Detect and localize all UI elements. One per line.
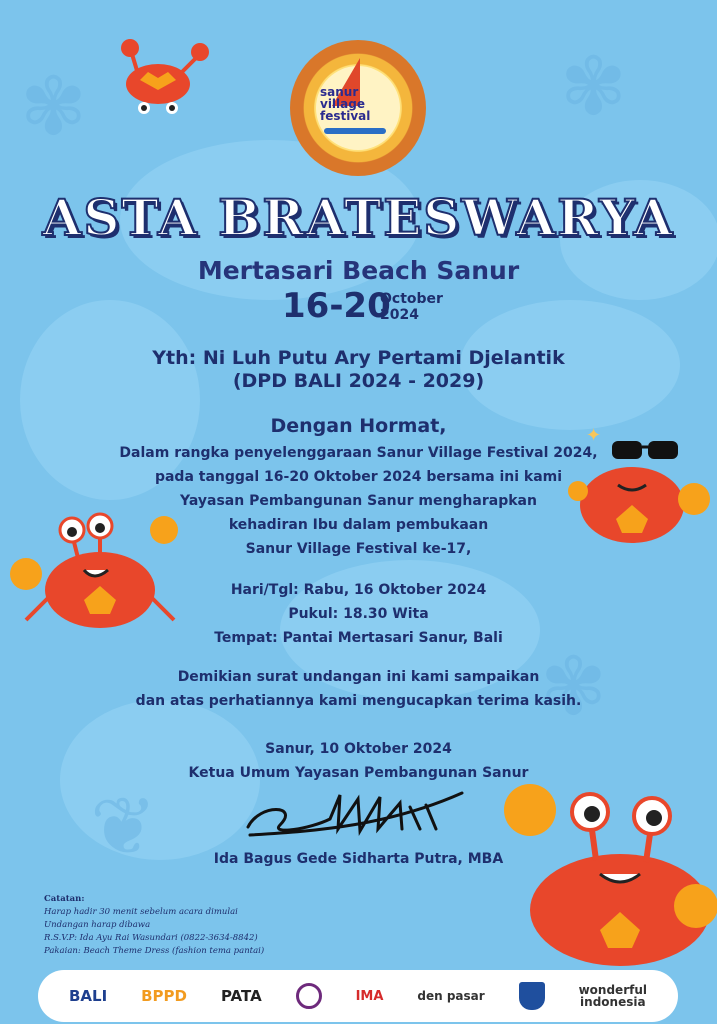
detail-place: Tempat: Pantai Mertasari Sanur, Bali: [214, 630, 503, 646]
sponsor-government-crest: [519, 982, 545, 1010]
sponsor-label: wonderful: [578, 983, 647, 997]
sponsor-bali-tourism-board: [69, 987, 107, 1005]
emblem-icon: [296, 983, 322, 1009]
sponsor-pata: [221, 987, 262, 1005]
signer-title: Ketua Umum Yayasan Pembangunan Sanur: [188, 765, 529, 781]
logo-line: sanur: [320, 85, 359, 99]
wave-icon: [324, 128, 386, 134]
event-details: [0, 578, 717, 650]
body-line: kehadiran Ibu dalam pembukaan: [228, 517, 489, 533]
event-venue: Mertasari Beach Sanur: [197, 256, 520, 285]
body-line: Dalam rangka penyelenggaraan Sanur Village Festival 2024,: [119, 445, 598, 461]
sponsor-label: BALI: [68, 987, 108, 1005]
coral-icon: ❦: [90, 780, 158, 873]
closing: [0, 665, 717, 713]
detail-day-date: Hari/Tgl: Rabu, 16 Oktober 2024: [230, 582, 487, 598]
event-dates: 16-20: [282, 286, 391, 326]
recipient: [0, 347, 717, 393]
sign-block: [0, 737, 717, 785]
signer-name: Ida Bagus Gede Sidharta Putra, MBA: [213, 851, 504, 867]
coral-icon: ✾: [560, 40, 628, 133]
sponsor-wonderful-indonesia: [579, 984, 647, 1008]
sponsor-bppd: [141, 987, 187, 1005]
event-month-year: [380, 291, 443, 323]
body-line: Sanur Village Festival ke-17,: [245, 541, 472, 557]
note-item: Pakaian: Beach Theme Dress (fashion tema pantai): [44, 946, 265, 956]
greeting: Dengan Hormat,: [270, 415, 447, 437]
festival-logo: [290, 40, 426, 176]
crab-icon: [100, 28, 220, 118]
svg-text:✦: ✦: [586, 425, 602, 446]
event-month: October: [380, 291, 443, 307]
letter-body: [0, 441, 717, 561]
logo-text: [320, 86, 398, 122]
logo-line: festival: [320, 109, 371, 123]
notes: [44, 893, 264, 958]
sponsor-label: indonesia: [580, 995, 646, 1009]
sponsor-label: PATA: [220, 987, 262, 1005]
note-item: Harap hadir 30 menit sebelum acara dimulai: [44, 907, 238, 917]
closing-line: dan atas perhatiannya kami mengucapkan terima kasih.: [135, 693, 582, 709]
body-line: Yayasan Pembangunan Sanur mengharapkan: [180, 493, 537, 509]
sponsor-label: IMA: [355, 988, 384, 1004]
coral-icon: ✾: [20, 60, 88, 153]
sponsor-denpasar: [417, 989, 484, 1003]
sponsor-ima: [356, 989, 384, 1004]
logo-line: village: [320, 97, 365, 111]
sponsor-label: den pasar: [417, 989, 485, 1003]
notes-heading: Catatan:: [44, 894, 85, 904]
event-title: ASTA BRATESWARYA: [42, 188, 675, 247]
place-date: Sanur, 10 Oktober 2024: [265, 741, 452, 757]
note-item: R.S.V.P: Ida Ayu Rai Wasundari (0822-3634-8842): [44, 933, 258, 943]
crab-icon: [500, 770, 717, 970]
coral-icon: ✾: [540, 640, 608, 733]
note-item: Undangan harap dibawa: [44, 920, 151, 930]
recipient-position: (DPD BALI 2024 - 2029): [232, 370, 485, 392]
sponsor-label: BPPD: [141, 987, 187, 1005]
crest-icon: [519, 982, 545, 1010]
sponsor-emblem: [296, 983, 322, 1009]
signature: [240, 785, 470, 845]
closing-line: Demikian surat undangan ini kami sampaikan: [177, 669, 540, 685]
detail-time: Pukul: 18.30 Wita: [288, 606, 429, 622]
recipient-name: Yth: Ni Luh Putu Ary Pertami Djelantik: [152, 347, 565, 369]
event-year: 2024: [380, 307, 419, 323]
body-line: pada tanggal 16-20 Oktober 2024 bersama ini kami: [154, 469, 563, 485]
sponsor-bar: [38, 970, 678, 1022]
